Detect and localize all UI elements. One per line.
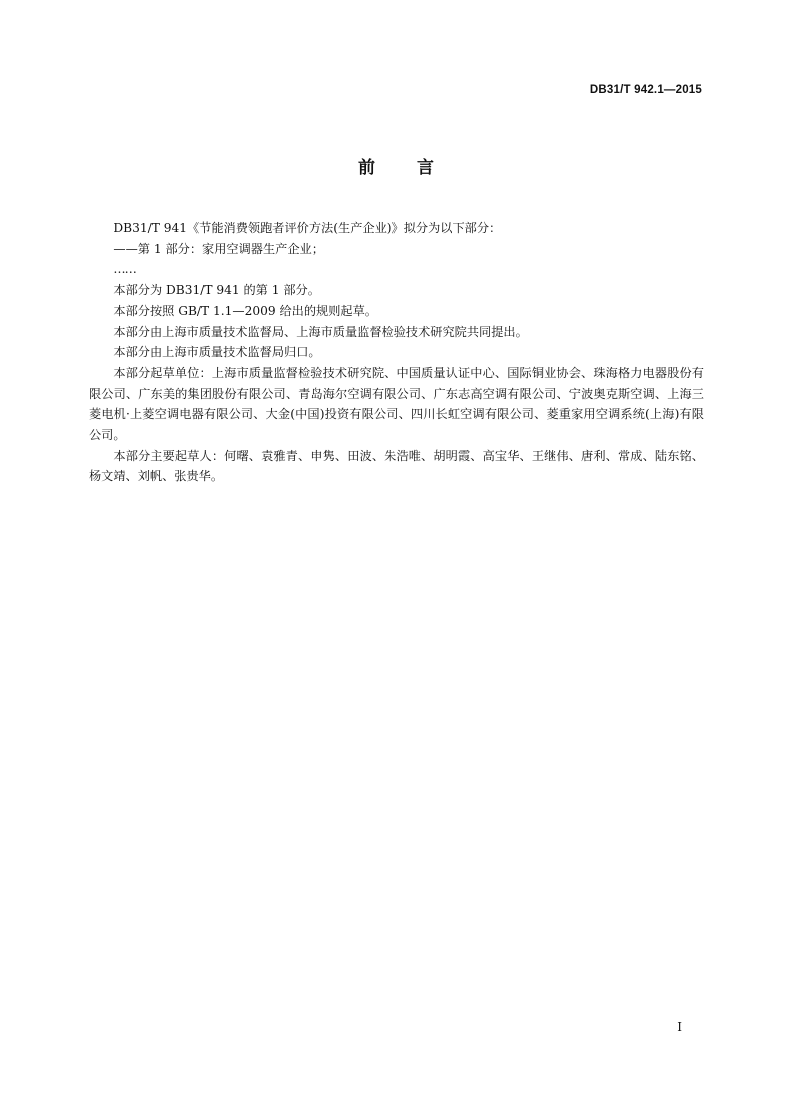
paragraph-drafting-units: 本部分起草单位：上海市质量监督检验技术研究院、中国质量认证中心、国际铜业协会、珠海格力电器股份有限公司、广东美的集团股份有限公司、青岛海尔空调有限公司、广东志高空调有限公司、宁波奥克斯空调、上海三菱电机·上菱空调电器有限公司、大金(中国)投资有限公司、四川长虹空调有限公司、菱重家用空调系统(上海)有限公司。 — [89, 365, 704, 443]
paragraph-drafting-rules: 本部分按照 GB/T 1.1—2009 给出的规则起草。 — [113, 303, 377, 318]
page-title — [0, 153, 792, 178]
standard-code: DB31/T 942.1—2015 — [589, 84, 702, 96]
paragraph-drafters: 本部分主要起草人：何曙、袁雅青、申隽、田波、朱浩唯、胡明霞、高宝华、王继伟、唐利、常成、陆东铭、杨文靖、刘帆、张贵华。 — [89, 448, 704, 484]
paragraph-under-jurisdiction: 本部分由上海市质量技术监督局归口。 — [113, 345, 321, 360]
paragraph-proposed-by: 本部分由上海市质量技术监督局、上海市质量监督检验技术研究院共同提出。 — [113, 324, 528, 339]
foreword-body — [89, 218, 704, 487]
title-char-1: 前 — [358, 158, 375, 178]
title-char-2: 言 — [417, 158, 434, 178]
paragraph-ellipsis: …… — [113, 262, 136, 277]
paragraph-series-intro: DB31/T 941《节能消费领跑者评价方法(生产企业)》拟分为以下部分： — [113, 221, 502, 235]
paragraph-part-list-item: ——第 1 部分：家用空调器生产企业； — [113, 241, 324, 256]
paragraph-part-statement: 本部分为 DB31/T 941 的第 1 部分。 — [113, 283, 320, 298]
page-number: I — [677, 1020, 682, 1034]
